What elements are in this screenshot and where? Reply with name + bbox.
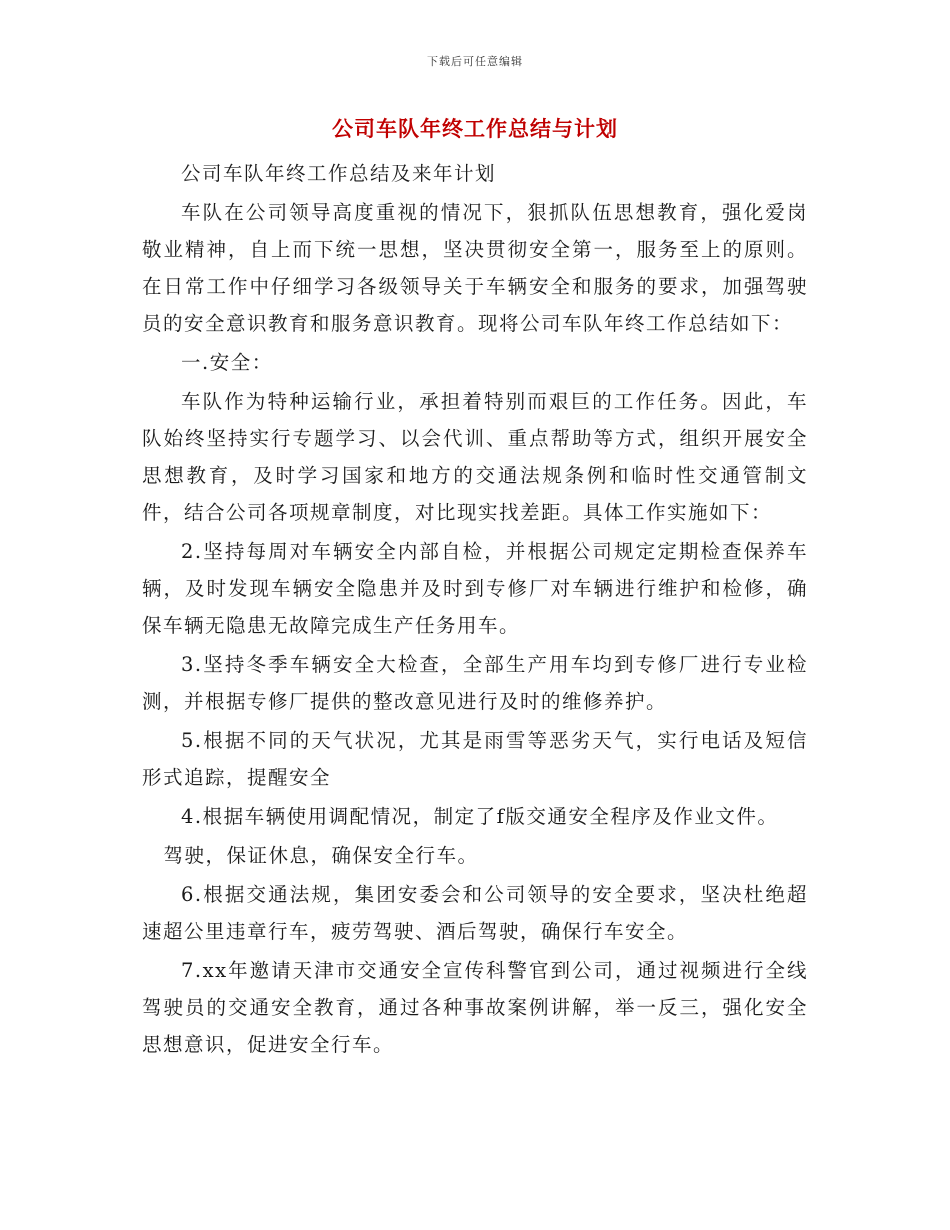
paragraph-safety-intro: 车队作为特种运输行业，承担着特别而艰巨的工作任务。因此，车队始终坚持实行专题学习、以会代训、重点帮助等方式，组织开展安全思想教育，及时学习国家和地方的交通法规条例和临时性交通管制文件，结合公司各项规章制度，对比现实找差距。具体工作实施如下： [142, 390, 808, 524]
header-note: 下载后可任意编辑 [427, 55, 523, 68]
paragraph-item-4-continued: 驾驶，保证休息，确保安全行车。 [163, 844, 479, 867]
document-body [142, 155, 808, 1065]
paragraph-intro: 车队在公司领导高度重视的情况下，狠抓队伍思想教育，强化爱岗敬业精神，自上而下统一思想，坚决贯彻安全第一，服务至上的原则。在日常工作中仔细学习各级领导关于车辆安全和服务的要求，加强驾驶员的安全意识教育和服务意识教育。现将公司车队年终工作总结如下： [142, 201, 808, 335]
document-title: 公司车队年终工作总结与计划 [332, 116, 618, 141]
section-heading-safety: 一.安全： [181, 351, 273, 374]
paragraph-item-6: 6.根据交通法规，集团安委会和公司领导的安全要求，坚决杜绝超速超公里违章行车，疲劳驾驶、酒后驾驶，确保行车安全。 [142, 883, 808, 943]
paragraph-item-2: 2.坚持每周对车辆安全内部自检，并根据公司规定定期检查保养车辆，及时发现车辆安全隐患并及时到专修厂对车辆进行维护和检修，确保车辆无隐患无故障完成生产任务用车。 [142, 540, 808, 637]
paragraph-item-5: 5.根据不同的天气状况，尤其是雨雪等恶劣天气，实行电话及短信形式追踪，提醒安全 [142, 729, 808, 789]
paragraph-subtitle: 公司车队年终工作总结及来年计划 [181, 162, 497, 185]
paragraph-item-3: 3.坚持冬季车辆安全大检查，全部生产用车均到专修厂进行专业检测，并根据专修厂提供的整改意见进行及时的维修养护。 [142, 653, 808, 713]
paragraph-item-4: 4.根据车辆使用调配情况，制定了f版交通安全程序及作业文件。 [181, 805, 779, 828]
paragraph-item-7: 7.xx年邀请天津市交通安全宣传科警官到公司，通过视频进行全线驾驶员的交通安全教育，通过各种事故案例讲解，举一反三，强化安全思想意识，促进安全行车。 [142, 959, 808, 1056]
